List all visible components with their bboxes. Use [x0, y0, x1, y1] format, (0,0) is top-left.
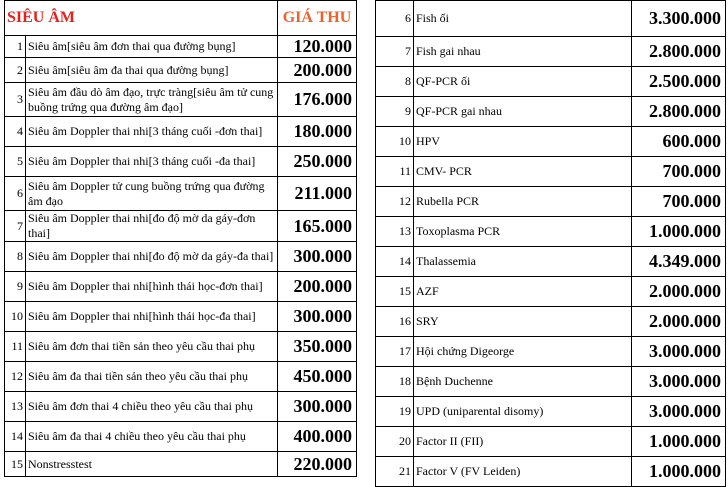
service-name: Hội chứng Digeorge [414, 337, 632, 367]
table-row [376, 277, 726, 307]
table-row [376, 187, 726, 217]
table-row [5, 422, 357, 452]
service-name: Siêu âm đơn thai 4 chiều theo yêu cầu thai phụ [26, 392, 278, 422]
service-price: 120.000 [278, 36, 357, 58]
service-name: Fish ối [414, 1, 632, 37]
row-number: 7 [5, 211, 26, 242]
row-number: 21 [376, 457, 414, 487]
service-name: Factor V (FV Leiden) [414, 457, 632, 487]
service-price: 165.000 [278, 211, 357, 242]
row-number: 11 [5, 332, 26, 362]
row-number: 13 [376, 217, 414, 247]
service-name: Thalassemia [414, 247, 632, 277]
service-name: QF-PCR ối [414, 67, 632, 97]
service-price: 4.349.000 [632, 247, 726, 277]
table-row [5, 272, 357, 302]
table-row [5, 58, 357, 83]
service-name: Toxoplasma PCR [414, 217, 632, 247]
row-number: 20 [376, 427, 414, 457]
genetic-test-price-table [375, 0, 726, 487]
price-column-header: GIÁ THU [278, 1, 357, 36]
row-number: 8 [5, 242, 26, 272]
service-price: 300.000 [278, 242, 357, 272]
table-row [376, 397, 726, 427]
service-price: 176.000 [278, 83, 357, 117]
service-name: Siêu âm Doppler thai nhi[đo độ mờ da gáy-đa thai] [26, 242, 278, 272]
row-number: 18 [376, 367, 414, 397]
service-name: CMV- PCR [414, 157, 632, 187]
service-name: Factor II (FII) [414, 427, 632, 457]
service-price: 200.000 [278, 272, 357, 302]
service-price: 300.000 [278, 392, 357, 422]
row-number: 19 [376, 397, 414, 427]
table-row [376, 337, 726, 367]
service-name: QF-PCR gai nhau [414, 97, 632, 127]
row-number: 5 [5, 147, 26, 177]
table-header-row [5, 1, 357, 36]
row-number: 3 [5, 83, 26, 117]
row-number: 15 [376, 277, 414, 307]
service-price: 450.000 [278, 362, 357, 392]
service-name: Rubella PCR [414, 187, 632, 217]
ultrasound-price-table [4, 0, 357, 477]
table-row [5, 36, 357, 58]
row-number: 6 [376, 1, 414, 37]
service-price: 2.000.000 [632, 307, 726, 337]
row-number: 17 [376, 337, 414, 367]
service-price: 2.800.000 [632, 37, 726, 67]
table-row [376, 457, 726, 487]
row-number: 9 [376, 97, 414, 127]
section-title: SIÊU ÂM [5, 1, 278, 36]
service-price: 600.000 [632, 127, 726, 157]
row-number: 2 [5, 58, 26, 83]
table-row [5, 147, 357, 177]
table-row [376, 247, 726, 277]
service-name: Nonstresstest [26, 452, 278, 477]
row-number: 4 [5, 117, 26, 147]
service-price: 400.000 [278, 422, 357, 452]
row-number: 14 [5, 422, 26, 452]
service-name: Siêu âm[siêu âm đơn thai qua đường bụng] [26, 36, 278, 58]
service-price: 3.300.000 [632, 1, 726, 37]
service-name: AZF [414, 277, 632, 307]
table-row [5, 83, 357, 117]
row-number: 8 [376, 67, 414, 97]
row-number: 7 [376, 37, 414, 67]
service-name: Siêu âm Doppler thai nhi[3 tháng cuối -đơn thai] [26, 117, 278, 147]
service-price: 3.000.000 [632, 367, 726, 397]
service-name: UPD (uniparental disomy) [414, 397, 632, 427]
row-number: 13 [5, 392, 26, 422]
service-price: 211.000 [278, 177, 357, 211]
row-number: 14 [376, 247, 414, 277]
service-price: 250.000 [278, 147, 357, 177]
row-number: 6 [5, 177, 26, 211]
service-name: Siêu âm đa thai 4 chiều theo yêu cầu thai phụ [26, 422, 278, 452]
service-price: 200.000 [278, 58, 357, 83]
service-price: 3.000.000 [632, 337, 726, 367]
service-price: 1.000.000 [632, 427, 726, 457]
row-number: 12 [5, 362, 26, 392]
table-row [376, 67, 726, 97]
service-price: 1.000.000 [632, 457, 726, 487]
service-price: 180.000 [278, 117, 357, 147]
table-row [5, 362, 357, 392]
service-name: Siêu âm[siêu âm đa thai qua đường bụng] [26, 58, 278, 83]
row-number: 9 [5, 272, 26, 302]
service-price: 2.500.000 [632, 67, 726, 97]
row-number: 1 [5, 36, 26, 58]
table-row [376, 367, 726, 397]
table-row [5, 242, 357, 272]
service-price: 700.000 [632, 157, 726, 187]
service-price: 300.000 [278, 302, 357, 332]
service-name: Siêu âm Doppler thai nhi[hình thái học-đa thai] [26, 302, 278, 332]
table-row [5, 452, 357, 477]
row-number: 11 [376, 157, 414, 187]
service-price: 2.800.000 [632, 97, 726, 127]
service-name: Bệnh Duchenne [414, 367, 632, 397]
service-name: Siêu âm Doppler thai nhi[đo độ mờ da gáy-đơn thai] [26, 211, 278, 242]
row-number: 10 [376, 127, 414, 157]
table-row [376, 127, 726, 157]
row-number: 12 [376, 187, 414, 217]
row-number: 16 [376, 307, 414, 337]
service-name: HPV [414, 127, 632, 157]
table-row [5, 117, 357, 147]
service-name: Siêu âm đa thai tiền sản theo yêu cầu thai phụ [26, 362, 278, 392]
table-row [376, 37, 726, 67]
service-name: Siêu âm đầu dò âm đạo, trực tràng[siêu âm tử cung buồng trứng qua đường âm đạo] [26, 83, 278, 117]
table-row [5, 177, 357, 211]
service-price: 350.000 [278, 332, 357, 362]
service-name: Siêu âm Doppler thai nhi[3 tháng cuối -đa thai] [26, 147, 278, 177]
service-price: 1.000.000 [632, 217, 726, 247]
table-row [5, 211, 357, 242]
table-row [376, 217, 726, 247]
service-name: Siêu âm Doppler tử cung buồng trứng qua đường âm đạo [26, 177, 278, 211]
service-price: 220.000 [278, 452, 357, 477]
service-name: Siêu âm đơn thai tiền sản theo yêu cầu thai phụ [26, 332, 278, 362]
service-price: 3.000.000 [632, 397, 726, 427]
table-row [376, 307, 726, 337]
table-row [376, 427, 726, 457]
service-price: 2.000.000 [632, 277, 726, 307]
service-name: Fish gai nhau [414, 37, 632, 67]
service-name: Siêu âm Doppler thai nhi[hình thái học-đơn thai] [26, 272, 278, 302]
table-row [5, 392, 357, 422]
service-price: 700.000 [632, 187, 726, 217]
service-name: SRY [414, 307, 632, 337]
table-row [376, 1, 726, 37]
row-number: 15 [5, 452, 26, 477]
table-row [376, 97, 726, 127]
row-number: 10 [5, 302, 26, 332]
table-row [376, 157, 726, 187]
table-row [5, 332, 357, 362]
table-row [5, 302, 357, 332]
